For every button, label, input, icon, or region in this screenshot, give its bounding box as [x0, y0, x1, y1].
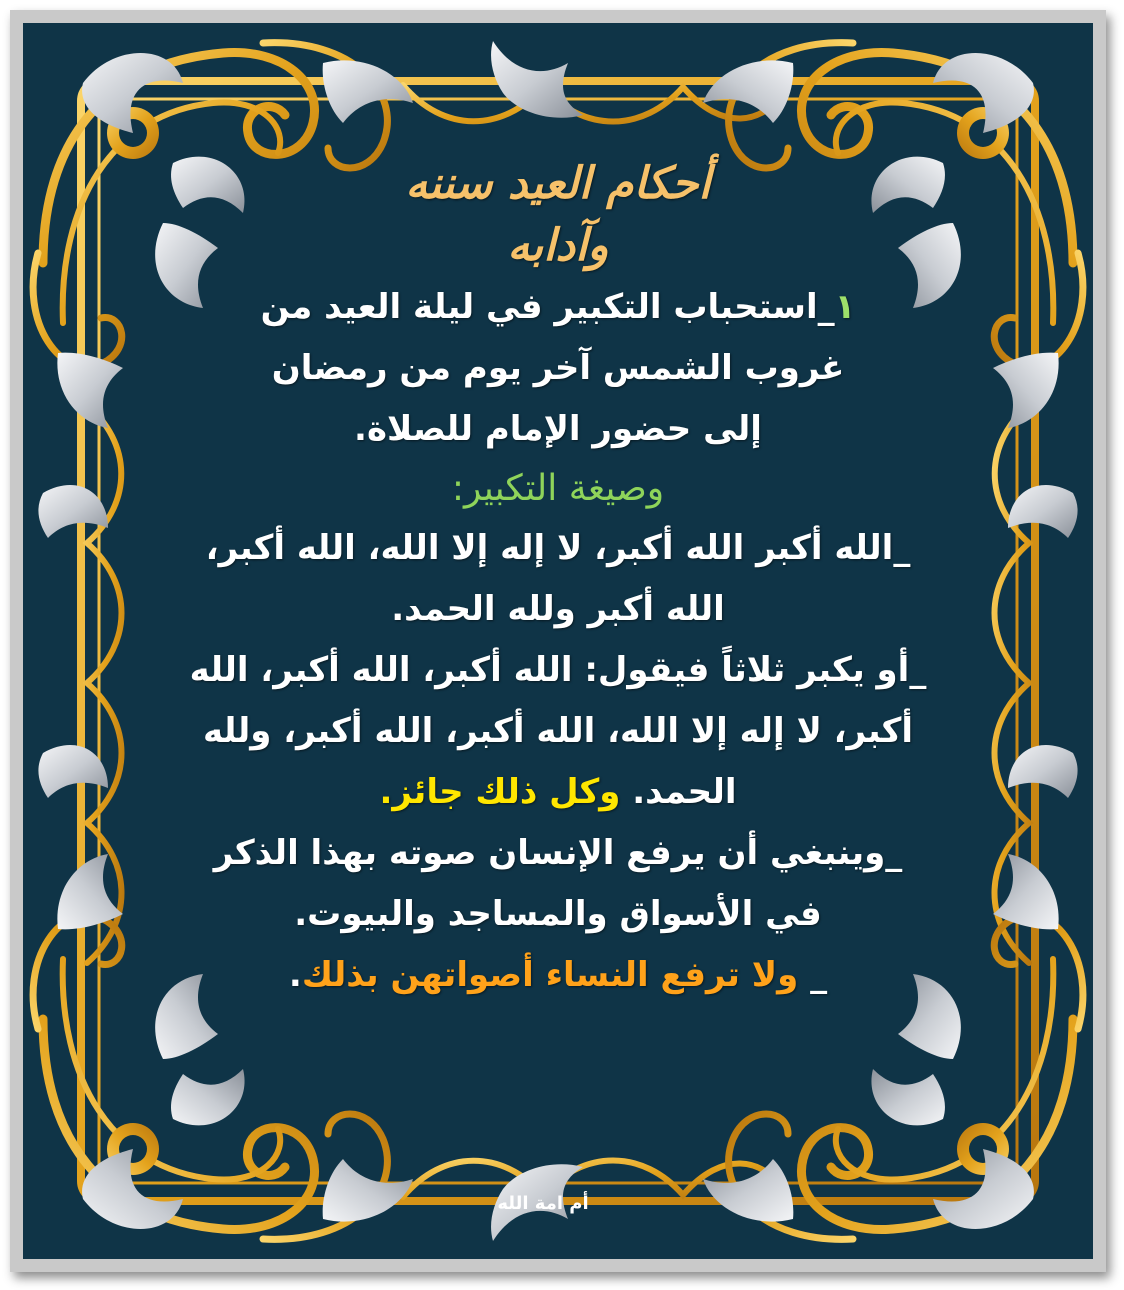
- advice-line2: في الأسواق والمساجد والبيوت.: [294, 894, 822, 934]
- formula-a-line2: الله أكبر ولله الحمد.: [391, 589, 725, 629]
- image-card: [10, 10, 1106, 1272]
- formula-b-line3: الحمد. وكل ذلك جائز.: [379, 772, 737, 812]
- women-note-text: ولا ترفع النساء أصواتهن بذلك: [301, 955, 799, 995]
- women-note: _ ولا ترفع النساء أصواتهن بذلك.: [288, 955, 828, 995]
- formula-heading: وصيغة التكبير:: [451, 468, 665, 509]
- article-body: [163, 153, 953, 1153]
- point1-line2: غروب الشمس آخر يوم من رمضان: [271, 348, 845, 388]
- formula-b-line2: أكبر، لا إله إلا الله، الله أكبر، الله أكبر، ولله: [202, 711, 914, 751]
- point1-line3: إلى حضور الإمام للصلاة.: [354, 409, 762, 449]
- title-line-2: وآدابه: [507, 220, 609, 271]
- point1-line1: ١_استحباب التكبير في ليلة العيد من: [260, 287, 856, 327]
- title-line-1: أحكام العيد سننه: [405, 158, 711, 209]
- dark-teal-board: [23, 23, 1093, 1259]
- page-title: [163, 153, 953, 277]
- author-signature: أم امة الله: [497, 1193, 589, 1214]
- point-number: ١: [834, 287, 856, 327]
- allowed-note: وكل ذلك جائز.: [379, 772, 621, 812]
- formula-a-line1: _الله أكبر الله أكبر، لا إله إلا الله، الله أكبر،: [205, 528, 911, 568]
- advice-line1: _وينبغي أن يرفع الإنسان صوته بهذا الذكر: [213, 833, 903, 873]
- formula-b-line1: _أو يكبر ثلاثاً فيقول: الله أكبر، الله أكبر، الله: [189, 650, 927, 690]
